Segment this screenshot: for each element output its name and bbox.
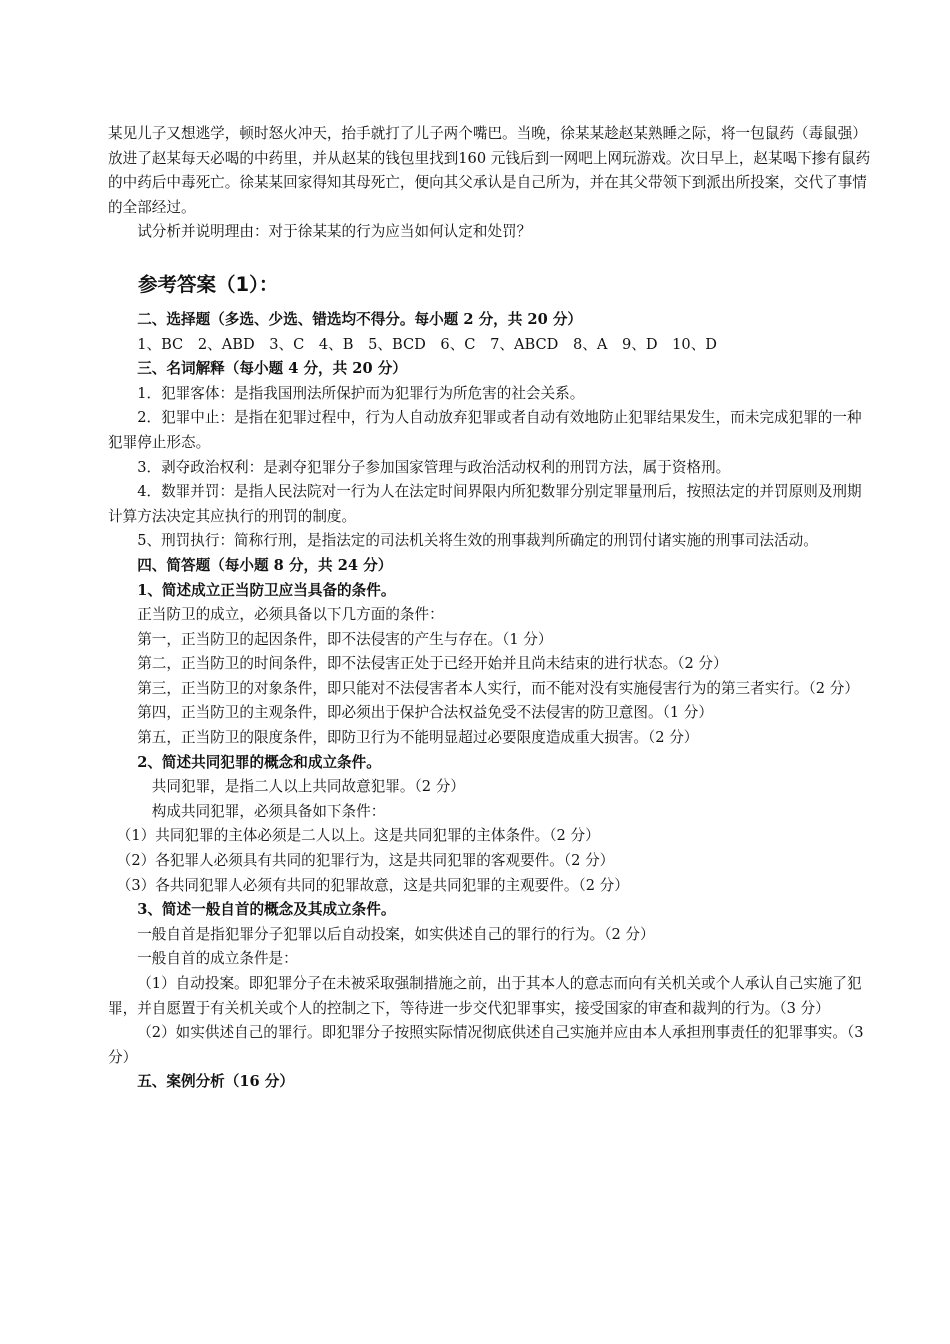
answer-line: 一般自首是指犯罪分子犯罪以后自动投案，如实供述自己的罪行的行为。（2 分） <box>137 925 655 943</box>
term-item: 5、刑罚执行：简称行刑，是指法定的司法机关将生效的刑事裁判所确定的刑罚付诸实施的刑事司法活动。 <box>137 532 818 550</box>
term-item: 2．犯罪中止：是指在犯罪过程中，行为人自动放弃犯罪或者自动有效地防止犯罪结果发生，而未完成犯罪的一种犯罪停止形态。 <box>108 409 862 451</box>
term-item: 3．剥夺政治权利：是剥夺犯罪分子参加国家管理与政治活动权利的刑罚方法，属于资格刑。 <box>137 458 731 476</box>
answer-line: 第四，正当防卫的主观条件，即必须出于保护合法权益免受不法侵害的防卫意图。（1 分） <box>137 704 713 722</box>
answer-line: （2）各犯罪人必须具有共同的犯罪行为，这是共同犯罪的客观要件。（2 分） <box>116 852 615 870</box>
answer-line: 构成共同犯罪，必须具备如下条件： <box>151 802 386 820</box>
question-1-title: 1、简述成立正当防卫应当具备的条件。 <box>137 581 396 599</box>
answer-line: 一般自首的成立条件是： <box>137 950 298 968</box>
answer-line: （3）各共同犯罪人必须有共同的犯罪故意，这是共同犯罪的主观要件。（2 分） <box>116 876 629 894</box>
answer-line: 正当防卫的成立，必须具备以下几方面的条件： <box>137 606 444 624</box>
answer-line: 第一，正当防卫的起因条件，即不法侵害的产生与存在。（1 分） <box>137 630 553 648</box>
answer-line: 共同犯罪，是指二人以上共同故意犯罪。（2 分） <box>151 778 465 796</box>
answer-line: 第三，正当防卫的对象条件，即只能对不法侵害者本人实行，而不能对没有实施侵害行为的第三者实行。（2 分） <box>137 679 859 697</box>
case-text: 某见儿子又想逃学，顿时怒火冲天，抬手就打了儿子两个嘴巴。当晚，徐某某趁赵某熟睡之际，将一包鼠药（毒鼠强）放进了赵某每天必喝的中药里，并从赵某的钱包里找到160 元钱后到一网吧上网玩游戏。次日早上，赵某喝下掺有鼠药的中药后中毒死亡。徐某某回家得知其母死亡，便向其父承认是自己所为，并在其父带领下到派出所投案，交代了事情的全部经过。 <box>108 125 871 216</box>
question-2-title: 2、简述共同犯罪的概念和成立条件。 <box>137 753 381 771</box>
case-question: 试分析并说明理由：对于徐某某的行为应当如何认定和处罚？ <box>137 223 532 241</box>
term-item: 4．数罪并罚：是指人民法院对一行为人在法定时间界限内所犯数罪分别定罪量刑后，按照法定的并罚原则及刑期计算方法决定其应执行的刑罚的制度。 <box>108 483 862 525</box>
document-page <box>108 122 876 1095</box>
question-3-title: 3、简述一般自首的概念及其成立条件。 <box>137 901 396 919</box>
answer-line: （2）如实供述自己的罪行。即犯罪分子按照实际情况彻底供述自己实施并应由本人承担刑事责任的犯罪事实。（3 分） <box>108 1024 864 1066</box>
term-item: 1．犯罪客体：是指我国刑法所保护而为犯罪行为所危害的社会关系。 <box>137 384 585 402</box>
answer-line: 第二，正当防卫的时间条件，即不法侵害正处于已经开始并且尚未结束的进行状态。（2 分） <box>137 655 728 673</box>
answer-title: 参考答案（1）： <box>138 272 279 296</box>
section-3-heading: 三、名词解释（每小题 4 分，共 20 分） <box>137 360 407 378</box>
choice-answers: 1、BC 2、ABD 3、C 4、B 5、BCD 6、C 7、ABCD 8、A 9、D 10、D <box>137 335 717 353</box>
section-4-heading: 四、简答题（每小题 8 分，共 24 分） <box>137 556 393 574</box>
answer-line: （1）自动投案。即犯罪分子在未被采取强制措施之前，出于其本人的意志而向有关机关或个人承认自己实施了犯罪，并自愿置于有关机关或个人的控制之下，等待进一步交代犯罪事实，接受国家的审查和裁判的行为。（3 分） <box>108 975 862 1017</box>
answer-line: （1）共同犯罪的主体必须是二人以上。这是共同犯罪的主体条件。（2 分） <box>116 827 600 845</box>
answer-line: 第五，正当防卫的限度条件，即防卫行为不能明显超过必要限度造成重大损害。（2 分） <box>137 729 699 747</box>
section-2-heading: 二、选择题（多选、少选、错选均不得分。每小题 2 分，共 20 分） <box>137 310 583 328</box>
section-5-heading: 五、案例分析（16 分） <box>137 1073 294 1091</box>
